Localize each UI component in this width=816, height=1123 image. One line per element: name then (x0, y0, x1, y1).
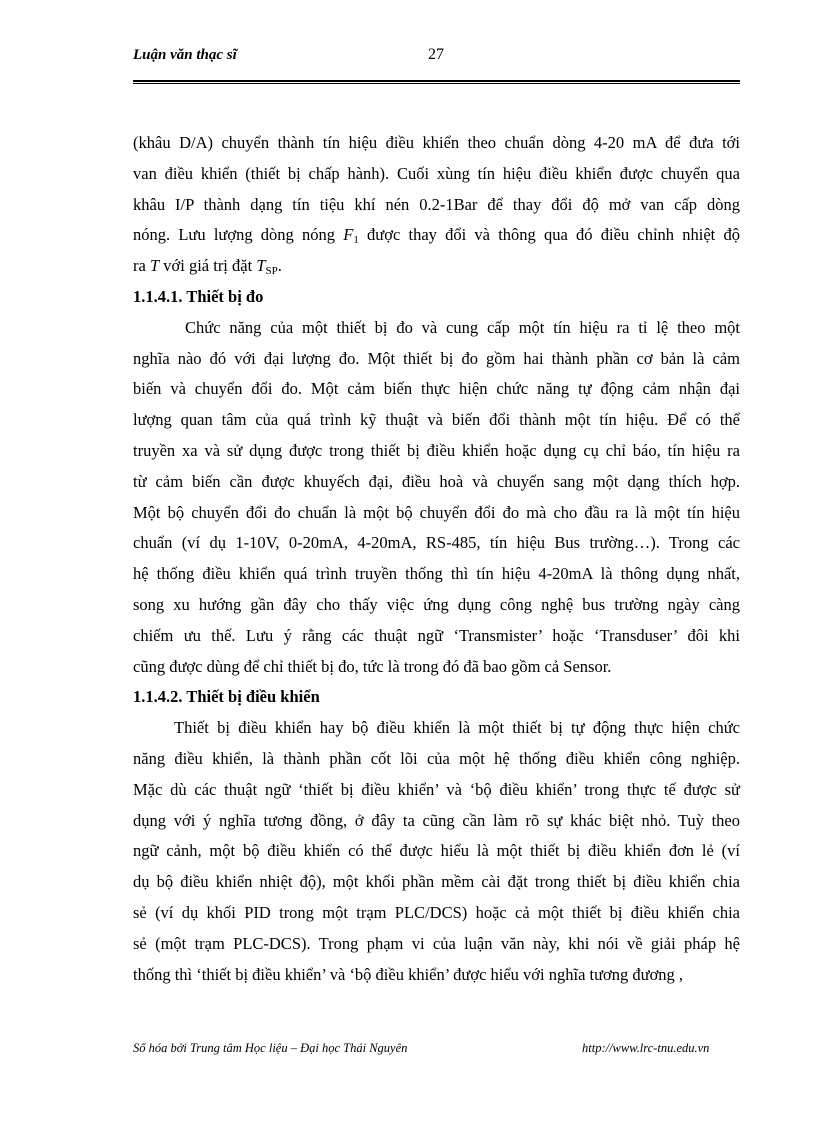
paragraph-line: hệ thống điều khiển quá trình truyền thống thì tín hiệu 4-20mA là thông dụng nhất, (133, 564, 740, 584)
page-header-title: Luận văn thạc sĩ (133, 47, 237, 63)
paragraph-line: cũng được dùng để chỉ thiết bị đo, tức là trong đó đã bao gồm cả Sensor. (133, 656, 612, 676)
paragraph-line: sẻ (ví dụ khối PID trong một trạm PLC/DCS) hoặc cả một thiết bị điều khiển chia (133, 902, 740, 922)
paragraph-line: van điều khiển (thiết bị chấp hành). Cuối xùng tín hiệu điều khiển được chuyển qua (133, 163, 740, 183)
variable-tsp: T (256, 256, 266, 276)
paragraph-line: chiếm ưu thế. Lưu ý rằng các thuật ngữ ‘Transmister’ hoặc ‘Transduser’ đôi khi (133, 625, 740, 645)
variable-f: F (343, 225, 354, 245)
paragraph-line: dụ bộ điều khiển nhiệt độ), một khối phần mềm cài đặt trong thiết bị điều khiển chia (133, 872, 740, 892)
page-number: 27 (428, 46, 444, 63)
paragraph-line: lượng quan tâm của quá trình kỹ thuật và biến đổi thành một tín hiệu. Để có thể (133, 410, 740, 430)
subscript: SP (265, 265, 278, 278)
text-span: nóng. Lưu lượng dòng nóng (133, 225, 344, 245)
section-heading: 1.1.4.2. Thiết bị điều khiển (133, 687, 320, 707)
variable-t: T (149, 256, 160, 276)
paragraph-line: chuẩn (ví dụ 1-10V, 0-20mA, 4-20mA, RS-485, tín hiệu Bus trường…). Trong các (133, 533, 740, 553)
paragraph-line: Thiết bị điều khiển hay bộ điều khiển là một thiết bị tự động thực hiện chức (174, 718, 740, 738)
paragraph-line: nghĩa nào đó với đại lượng đo. Một thiết bị đo gồm hai thành phần cơ bản là cảm (133, 348, 740, 368)
paragraph-line: Một bộ chuyển đổi đo chuẩn là một bộ chuyển đổi đo mà cho đầu ra là một tín hiệu (133, 502, 740, 522)
footer-source: Số hóa bởi Trung tâm Học liệu – Đại học Thái Nguyên (133, 1041, 408, 1055)
paragraph-line (133, 251, 740, 282)
section-heading: 1.1.4.1. Thiết bị đo (133, 286, 264, 306)
section-1-text (133, 313, 740, 683)
paragraph-line: (khâu D/A) chuyển thành tín hiệu điều khiển theo chuẩn dòng 4-20 mA để đưa tới (133, 133, 740, 152)
paragraph-line: biến và chuyển đổi đo. Một cảm biến thực hiện chức năng tự động cảm nhận đại (133, 379, 740, 399)
footer-url: http://www.lrc-tnu.edu.vn (582, 1041, 710, 1055)
text-span: ra (133, 256, 150, 276)
paragraph-line: dụng với ý nghĩa tương đồng, ở đây ta cũng cần làm rõ sự khác biệt nhỏ. Tuỳ theo (133, 810, 740, 830)
paragraph-line: thống thì ‘thiết bị điều khiển’ và ‘bộ điều khiển’ được hiểu với nghĩa tương đương , (133, 964, 684, 984)
paragraph-line: Mặc dù các thuật ngữ ‘thiết bị điều khiển’ và ‘bộ điều khiển’ trong thực tế được sử (133, 779, 740, 799)
header-rule (133, 80, 740, 84)
paragraph-line: ngữ cảnh, một bộ điều khiển có thể được hiểu là một thiết bị điều khiển đơn lẻ (ví (133, 841, 740, 861)
paragraph-line: truyền xa và sử dụng được trong thiết bị điều khiển hoặc dụng cụ chỉ báo, tín hiệu ra (133, 440, 740, 460)
paragraph-line: Chức năng của một thiết bị đo và cung cấp một tín hiệu ra tỉ lệ theo một (185, 317, 740, 337)
paragraph-line: sẻ (một trạm PLC-DCS). Trong phạm vi của luận văn này, khi nói về giải pháp hệ (133, 933, 740, 953)
text-span: . (277, 256, 282, 276)
section-2-text (133, 713, 740, 990)
text-span: với giá trị đặt (159, 256, 257, 276)
paragraph-line: năng điều khiển, là thành phần cốt lõi của một hệ thống điều khiển công nghiệp. (133, 748, 740, 768)
paragraph-line: song xu hướng gần đây cho thấy việc ứng dụng công nghệ bus trường ngày càng (133, 594, 740, 614)
paragraph-line: từ cảm biến cần được khuyếch đại, điều hoà và chuyển sang một dạng thích hợp. (133, 471, 740, 491)
paragraph-line: khâu I/P thành dạng tín tiệu khí nén 0.2-1Bar để thay đổi độ mở van cấp dòng (133, 194, 740, 214)
text-span: được thay đổi và thông qua đó điều chỉnh nhiệt độ (358, 225, 740, 245)
paragraph-line (133, 220, 740, 251)
subscript: 1 (353, 234, 359, 247)
document-body (133, 128, 740, 990)
